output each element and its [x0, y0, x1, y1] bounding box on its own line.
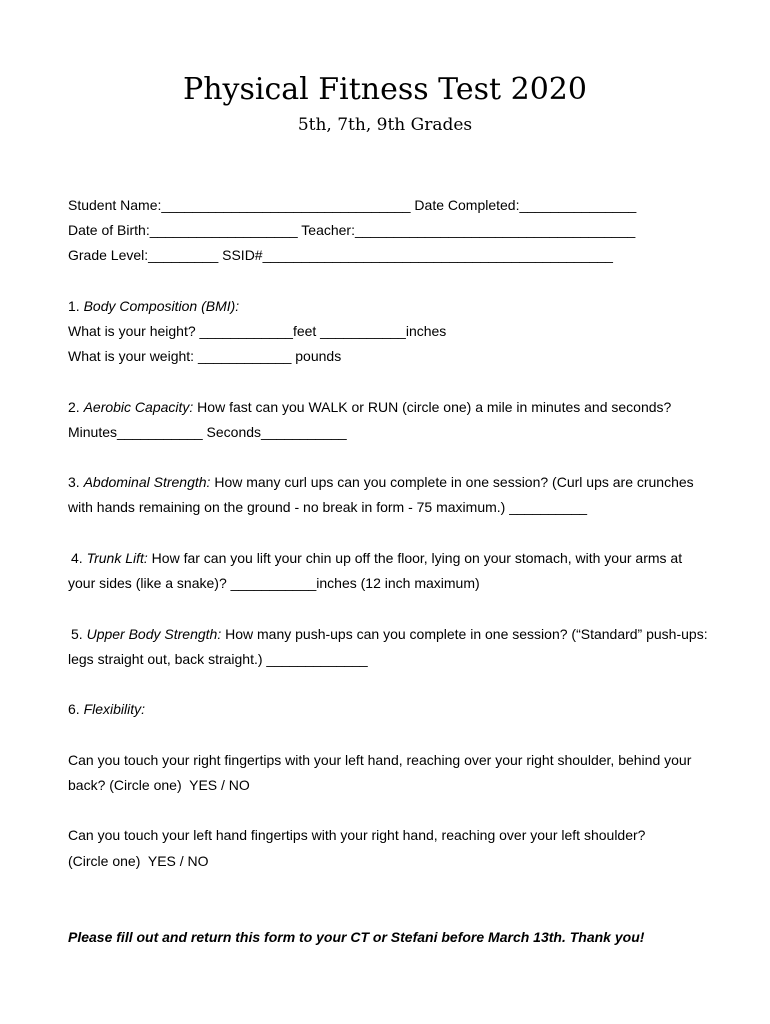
form-title: Physical Fitness Test 2020 — [183, 72, 587, 107]
question-4 — [71, 548, 682, 568]
question-5-continued: legs straight out, back straight.) _____________ — [68, 651, 368, 667]
flexibility-question-a-continued: back? (Circle one) YES / NO — [68, 777, 250, 793]
birth-teacher-line: Date of Birth:___________________ Teacher:____________________________________ — [68, 222, 636, 238]
question-number: 2. — [68, 399, 84, 415]
height-line: What is your height? ____________feet ___________inches — [68, 323, 447, 339]
question-number: 1. — [68, 298, 84, 314]
question-4-continued: your sides (like a snake)? ___________inches (12 inch maximum) — [68, 575, 480, 591]
question-number: 6. — [68, 701, 84, 717]
minutes-seconds-line: Minutes___________ Seconds___________ — [68, 424, 347, 440]
question-topic: Flexibility: — [83, 701, 146, 717]
question-topic: Trunk Lift: — [86, 550, 148, 566]
question-text: How many curl ups can you complete in one session? (Curl ups are crunches — [210, 474, 694, 490]
weight-line: What is your weight: ____________ pounds — [68, 348, 342, 364]
question-5 — [71, 624, 708, 644]
grade-ssid-line: Grade Level:_________ SSID#_____________________________________________ — [68, 247, 613, 263]
question-text: How far can you lift your chin up off the floor, lying on your stomach, with your arms at — [147, 550, 683, 566]
flexibility-question-b: Can you touch your left hand fingertips with your right hand, reaching over your left shoulder? — [68, 827, 646, 843]
question-topic: Aerobic Capacity: — [83, 399, 194, 415]
question-6-heading — [68, 699, 145, 719]
question-topic: Upper Body Strength: — [86, 626, 222, 642]
question-text: How fast can you WALK or RUN (circle one) a mile in minutes and seconds? — [193, 399, 672, 415]
return-instructions: Please fill out and return this form to your CT or Stefani before March 13th. Thank you! — [68, 929, 645, 945]
question-3 — [68, 472, 694, 492]
question-3-continued: with hands remaining on the ground - no break in form - 75 maximum.) __________ — [68, 499, 588, 515]
question-text: How many push-ups can you complete in one session? (“Standard” push-ups: — [221, 626, 708, 642]
flexibility-question-a: Can you touch your right fingertips with your left hand, reaching over your right shoulder, behind your — [68, 752, 692, 768]
question-number: 5. — [71, 626, 87, 642]
question-1-heading — [68, 296, 239, 316]
form-subtitle: 5th, 7th, 9th Grades — [297, 115, 473, 135]
question-topic: Body Composition (BMI): — [83, 298, 240, 314]
flexibility-question-b-continued: (Circle one) YES / NO — [68, 853, 209, 869]
question-number: 3. — [68, 474, 84, 490]
student-name-date-line: Student Name:________________________________ Date Completed:_______________ — [68, 197, 637, 213]
question-number: 4. — [71, 550, 87, 566]
question-2 — [68, 397, 671, 417]
question-topic: Abdominal Strength: — [83, 474, 211, 490]
